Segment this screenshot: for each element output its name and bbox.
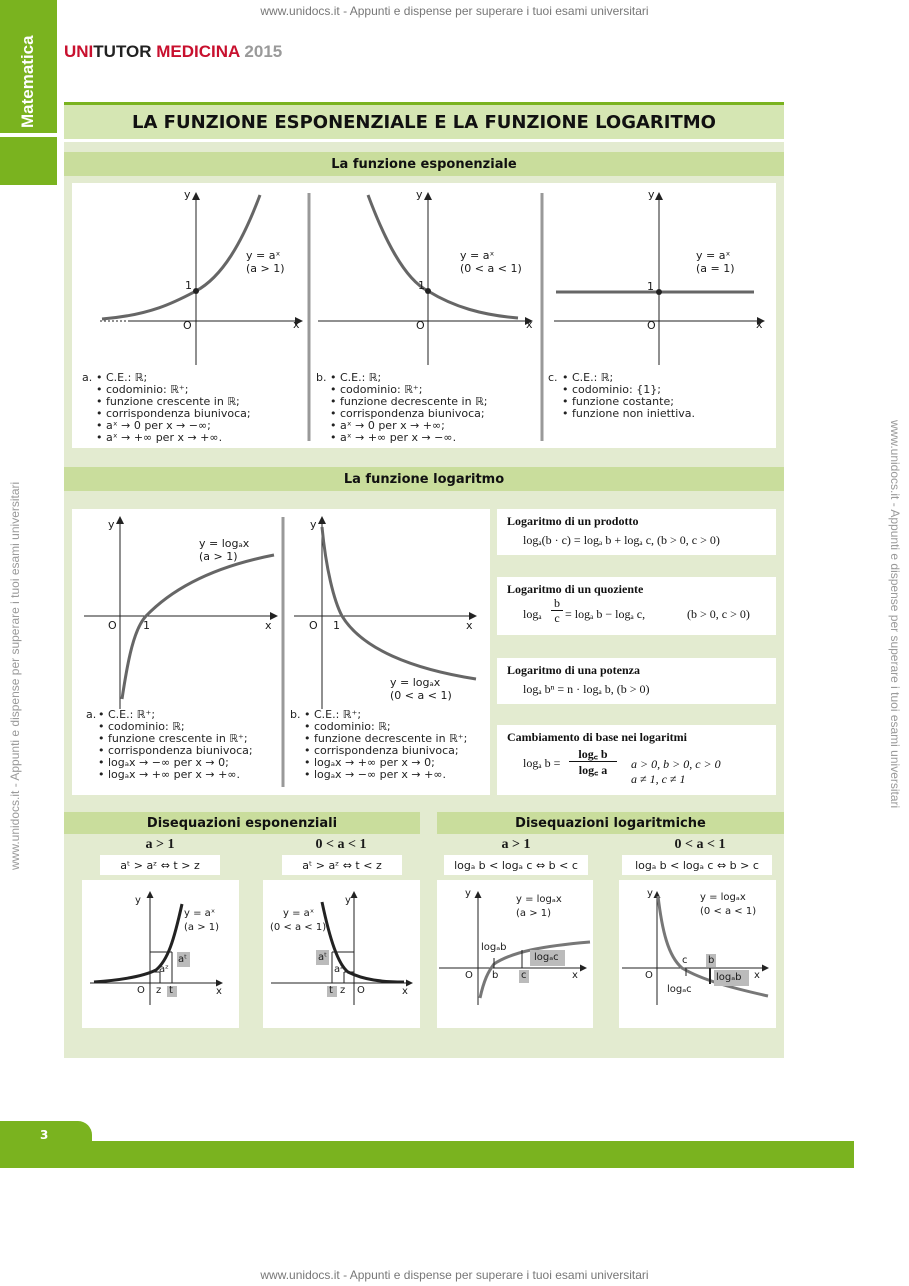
watermark-top: www.unidocs.it - Appunti e dispense per superare i tuoi esami universitari	[260, 4, 649, 18]
dl-right-eq: y = logₐx	[700, 892, 746, 903]
de-left-az: aᶻ	[159, 964, 169, 975]
brand-medicina: MEDICINA	[156, 42, 245, 61]
exp-a-one-label: 1	[185, 279, 192, 292]
rule-product-title: Logaritmo di un prodotto	[507, 514, 639, 528]
rule-power-title: Logaritmo di una potenza	[507, 663, 641, 677]
log-a-eq: y = logₐx	[199, 537, 250, 550]
log-a-y-label: y	[108, 518, 115, 531]
diseq-exp-right-cond: 0 < a < 1	[315, 837, 367, 852]
dl-right-x: x	[754, 970, 760, 981]
page-title-bar	[64, 102, 784, 142]
dl-left-paren: (a > 1)	[516, 908, 552, 919]
exp-a-y-label: y	[184, 188, 191, 201]
log-list-b	[290, 709, 467, 781]
dl-right-c: c	[682, 955, 688, 966]
de-left-z: z	[156, 985, 162, 996]
list-item: • corrispondenza biunivoca;	[98, 744, 253, 757]
exp-a-origin-label: O	[183, 319, 192, 332]
list-item: • corrispondenza biunivoca;	[96, 407, 251, 420]
log-a-cond: (a > 1)	[199, 550, 238, 563]
log-list-b-letter: b.	[290, 708, 301, 721]
list-item: • funzione costante;	[562, 395, 674, 408]
de-right-o: O	[357, 985, 365, 996]
list-item: • corrispondenza biunivoca;	[304, 744, 459, 757]
log-b-cond: (0 < a < 1)	[390, 689, 452, 702]
rule-box-power	[497, 658, 776, 704]
de-left-y: y	[135, 895, 141, 906]
exp-list-a	[82, 372, 251, 444]
log-graph-b	[294, 517, 476, 709]
dl-left-c: c	[521, 970, 527, 981]
de-right-eq: y = aˣ	[283, 908, 315, 919]
list-item: • C.E.: ℝ⁺;	[304, 708, 362, 721]
dl-left-x: x	[572, 970, 578, 981]
exp-graph-a	[100, 193, 302, 365]
page-number: 3	[40, 1128, 49, 1142]
de-left-eq: y = aˣ	[184, 908, 216, 919]
list-item: • funzione crescente in ℝ;	[96, 395, 240, 408]
exp-list-a-letter: a.	[82, 371, 93, 384]
page-title: LA FUNZIONE ESPONENZIALE E LA FUNZIONE LOGARITMO	[132, 111, 716, 133]
list-item: • aˣ → +∞ per x → −∞.	[330, 431, 457, 444]
dl-right-paren: (0 < a < 1)	[700, 906, 757, 917]
list-item: • codominio: ℝ;	[98, 720, 185, 733]
de-right-y: y	[345, 895, 351, 906]
list-item: • funzione non iniettiva.	[562, 407, 696, 420]
de-right-az: aᶻ	[334, 964, 344, 975]
de-left-at: aᵗ	[178, 954, 188, 965]
exp-a-x-label: x	[293, 318, 300, 331]
side-tab-block	[0, 137, 57, 185]
log-a-one-label: 1	[143, 619, 150, 632]
rule-product-formula: logₐ(b · c) = logₐ b + logₐ c, (b > 0, c > 0)	[523, 533, 720, 547]
brand-tutor: TUTOR	[93, 42, 157, 61]
brand-header	[64, 42, 282, 62]
brand-year: 2015	[244, 42, 283, 61]
de-right-x: x	[402, 986, 408, 997]
list-item: • logₐx → +∞ per x → +∞.	[98, 768, 241, 781]
exp-c-eq: y = aˣ	[696, 249, 731, 262]
diseq-exp-left-cond: a > 1	[145, 837, 175, 852]
list-item: • codominio: {1};	[562, 383, 661, 396]
de-right-paren: (0 < a < 1)	[270, 922, 327, 933]
brand-uni: UNI	[64, 42, 94, 61]
rule-quotient-den: c	[554, 611, 560, 625]
diseq-log-right-cond: 0 < a < 1	[674, 837, 726, 852]
list-item: • funzione crescente in ℝ⁺;	[98, 732, 248, 745]
log-a-origin-label: O	[108, 619, 117, 632]
dl-left-lc: logₐc	[534, 952, 559, 963]
watermark-left: www.unidocs.it - Appunti e dispense per superare i tuoi esami universitari	[8, 481, 22, 870]
dl-left-b: b	[492, 970, 499, 981]
list-item: • logₐx → +∞ per x → 0;	[304, 756, 435, 769]
dl-left-lb: logₐb	[481, 942, 507, 953]
log-b-one-label: 1	[333, 619, 340, 632]
watermark-bottom: www.unidocs.it - Appunti e dispense per superare i tuoi esami universitari	[260, 1268, 649, 1282]
dl-right-lb: logₐb	[716, 972, 742, 983]
side-tab-label: Matematica	[18, 35, 37, 128]
list-item: • C.E.: ℝ;	[96, 371, 148, 384]
list-item: • aˣ → 0 per x → +∞;	[330, 419, 445, 432]
rule-change-num: log꜀ b	[569, 747, 617, 762]
de-left-paren: (a > 1)	[184, 922, 220, 933]
rule-change-cond2: a ≠ 1, c ≠ 1	[631, 772, 686, 786]
footer-bar	[0, 1141, 854, 1168]
diseq-log-right-ineq: logₐ b < logₐ c ⇔ b > c	[622, 855, 772, 875]
list-item: • codominio: ℝ;	[304, 720, 391, 733]
rule-change-den: log꜀ a	[578, 763, 608, 777]
exp-c-cond: (a = 1)	[696, 262, 735, 275]
de-right-at: aᵗ	[318, 952, 328, 963]
de-right-t: t	[329, 985, 333, 996]
dl-right-y: y	[647, 888, 653, 899]
exp-b-eq: y = aˣ	[460, 249, 495, 262]
log-section-header: La funzione logaritmo	[64, 467, 784, 491]
de-left-o: O	[137, 985, 145, 996]
log-b-eq: y = logₐx	[390, 676, 441, 689]
diseq-exp-left-ineq: aᵗ > aᶻ ⇔ t > z	[100, 855, 220, 875]
exp-graph-b	[318, 193, 532, 365]
dl-left-y: y	[465, 888, 471, 899]
list-item: • C.E.: ℝ⁺;	[98, 708, 156, 721]
rule-quotient-lhs: logₐ	[523, 607, 542, 621]
exp-section-header: La funzione esponenziale	[64, 152, 784, 176]
exp-list-b	[316, 372, 487, 444]
list-item: • funzione decrescente in ℝ;	[330, 395, 488, 408]
log-list-a-letter: a.	[86, 708, 97, 721]
rule-quotient-num: b	[551, 597, 563, 611]
dl-right-lc: logₐc	[667, 984, 692, 995]
de-left-x: x	[216, 986, 222, 997]
list-item: • logₐx → −∞ per x → 0;	[98, 756, 229, 769]
exp-a-eq: y = aˣ	[246, 249, 281, 262]
rule-box-product	[497, 509, 776, 555]
rule-change-title: Cambiamento di base nei logaritmi	[507, 730, 687, 744]
dl-left-eq: y = logₐx	[516, 894, 562, 905]
diseq-log-header: Disequazioni logaritmiche	[437, 812, 784, 834]
exp-graph-c	[554, 193, 764, 365]
exp-list-c	[548, 372, 695, 420]
rule-quotient-title: Logaritmo di un quoziente	[507, 582, 644, 596]
rule-box-change-base	[497, 725, 776, 795]
de-left-t: t	[169, 985, 173, 996]
dl-left-o: O	[465, 970, 473, 981]
list-item: • aˣ → +∞ per x → +∞.	[96, 431, 223, 444]
exp-c-x-label: x	[756, 318, 763, 331]
list-item: • codominio: ℝ⁺;	[96, 383, 189, 396]
dl-right-b: b	[708, 955, 715, 966]
list-item: • C.E.: ℝ;	[330, 371, 382, 384]
rule-box-quotient	[497, 577, 776, 635]
log-list-a	[86, 709, 253, 781]
dl-right-o: O	[645, 970, 653, 981]
exp-b-x-label: x	[526, 318, 533, 331]
list-item: • funzione decrescente in ℝ⁺;	[304, 732, 468, 745]
diseq-exp-header: Disequazioni esponenziali	[64, 812, 420, 834]
diseq-log-left-cond: a > 1	[501, 837, 531, 852]
exp-a-cond: (a > 1)	[246, 262, 285, 275]
exp-b-cond: (0 < a < 1)	[460, 262, 522, 275]
exp-c-y-label: y	[648, 188, 655, 201]
list-item: • C.E.: ℝ;	[562, 371, 614, 384]
log-b-y-label: y	[310, 518, 317, 531]
watermark-right: www.unidocs.it - Appunti e dispense per superare i tuoi esami universitari	[888, 420, 902, 809]
list-item: • codominio: ℝ⁺;	[330, 383, 423, 396]
exp-c-one-label: 1	[647, 280, 654, 293]
diseq-log-left-graph	[439, 892, 590, 1005]
rule-quotient-cond: (b > 0, c > 0)	[687, 607, 750, 621]
exp-list-b-letter: b.	[316, 371, 327, 384]
list-item: • aˣ → 0 per x → −∞;	[96, 419, 211, 432]
exp-b-one-label: 1	[418, 279, 425, 292]
rule-power-formula: logₐ bⁿ = n · logₐ b, (b > 0)	[523, 682, 650, 696]
de-right-z: z	[340, 985, 346, 996]
exp-b-y-label: y	[416, 188, 423, 201]
log-b-origin-label: O	[309, 619, 318, 632]
exp-list-c-letter: c.	[548, 371, 558, 384]
exp-b-origin-label: O	[416, 319, 425, 332]
diseq-log-left-ineq: logₐ b < logₐ c ⇔ b < c	[444, 855, 588, 875]
diseq-exp-right-ineq: aᵗ > aᶻ ⇔ t < z	[282, 855, 402, 875]
log-a-x-label: x	[265, 619, 272, 632]
rule-change-cond1: a > 0, b > 0, c > 0	[631, 757, 721, 771]
exp-c-origin-label: O	[647, 319, 656, 332]
rule-change-lhs: logₐ b =	[523, 756, 561, 770]
list-item: • corrispondenza biunivoca;	[330, 407, 485, 420]
rule-quotient-rhs: = logₐ b − logₐ c,	[565, 607, 646, 621]
list-item: • logₐx → −∞ per x → +∞.	[304, 768, 447, 781]
log-b-x-label: x	[466, 619, 473, 632]
